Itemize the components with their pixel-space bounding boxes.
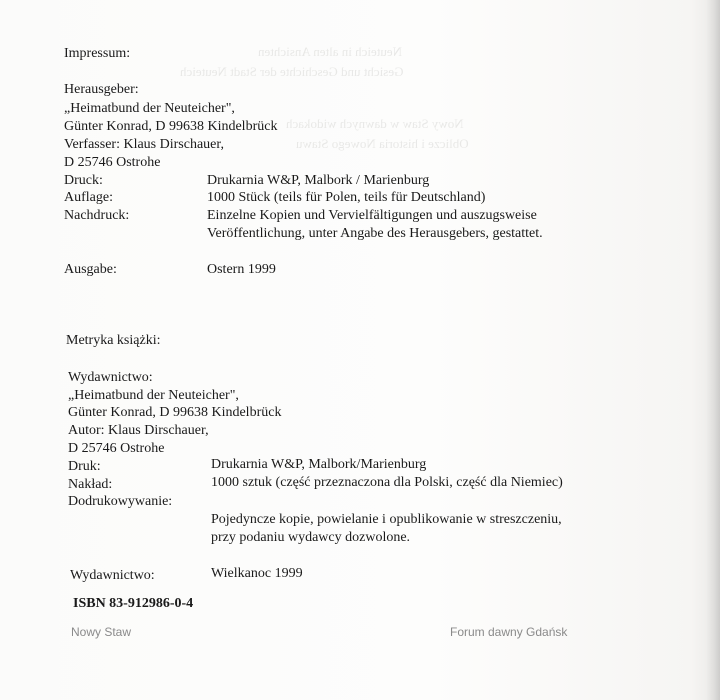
- dodruk-label: Dodrukowywanie:: [68, 494, 173, 509]
- ausgabe-label: Ausgabe:: [64, 262, 117, 277]
- page-edge-shadow: [706, 0, 720, 700]
- autor-address: D 25746 Ostrohe: [68, 441, 165, 456]
- wydanie-value: Wielkanoc 1999: [211, 566, 303, 581]
- metryka-heading: Metryka książki:: [66, 333, 161, 348]
- dodruk-value-line: przy podaniu wydawcy dozwolone.: [211, 530, 411, 545]
- watermark-left: Nowy Staw: [71, 625, 132, 639]
- herausgeber-address: Günter Konrad, D 99638 Kindelbrück: [64, 119, 278, 134]
- ghost-text-line: Neuteich in alten Ansichten: [258, 44, 403, 59]
- herausgeber-name: „Heimatbund der Neuteicher",: [64, 101, 235, 116]
- watermark-right: Forum dawny Gdańsk: [450, 625, 568, 639]
- ghost-text-line: Oblicze i historia Nowego Stawu: [296, 136, 469, 151]
- nachdruck-label: Nachdruck:: [64, 208, 130, 223]
- dodruk-value-line: Pojedyncze kopie, powielanie i opublikowanie w streszczeniu,: [211, 512, 562, 527]
- druk-label: Druk:: [68, 459, 101, 474]
- herausgeber-label: Herausgeber:: [64, 82, 139, 97]
- wydawnictwo-label: Wydawnictwo:: [68, 370, 153, 385]
- wydanie-label: Wydawnictwo:: [70, 568, 155, 583]
- naklad-label: Nakład:: [68, 477, 113, 492]
- ghost-text-line: Nowy Staw w dawnych widokach: [286, 116, 464, 131]
- autor: Autor: Klaus Dirschauer,: [68, 423, 209, 438]
- wydawnictwo-name: „Heimatbund der Neuteicher",: [68, 388, 239, 403]
- druck-value: Drukarnia W&P, Malbork / Marienburg: [207, 173, 430, 188]
- wydawnictwo-address: Günter Konrad, D 99638 Kindelbrück: [68, 405, 282, 420]
- auflage-value: 1000 Stück (teils für Polen, teils für Deutschland): [207, 190, 486, 205]
- isbn-number: ISBN 83-912986-0-4: [73, 596, 194, 611]
- druk-value: Drukarnia W&P, Malbork/Marienburg: [211, 457, 427, 472]
- naklad-value: 1000 sztuk (część przeznaczona dla Polski, część dla Niemiec): [211, 475, 563, 490]
- nachdruck-value-line: Einzelne Kopien und Vervielfältigungen und auszugsweise: [207, 208, 537, 223]
- verfasser: Verfasser: Klaus Dirschauer,: [64, 137, 224, 152]
- auflage-label: Auflage:: [64, 190, 113, 205]
- ausgabe-value: Ostern 1999: [207, 262, 276, 277]
- druck-label: Druck:: [64, 173, 103, 188]
- ghost-text-line: Gesicht und Geschichte der Stadt Neuteich: [180, 64, 404, 79]
- nachdruck-value-line: Veröffentlichung, unter Angabe des Herausgebers, gestattet.: [207, 226, 543, 241]
- verfasser-address: D 25746 Ostrohe: [64, 155, 161, 170]
- impressum-heading: Impressum:: [64, 46, 131, 61]
